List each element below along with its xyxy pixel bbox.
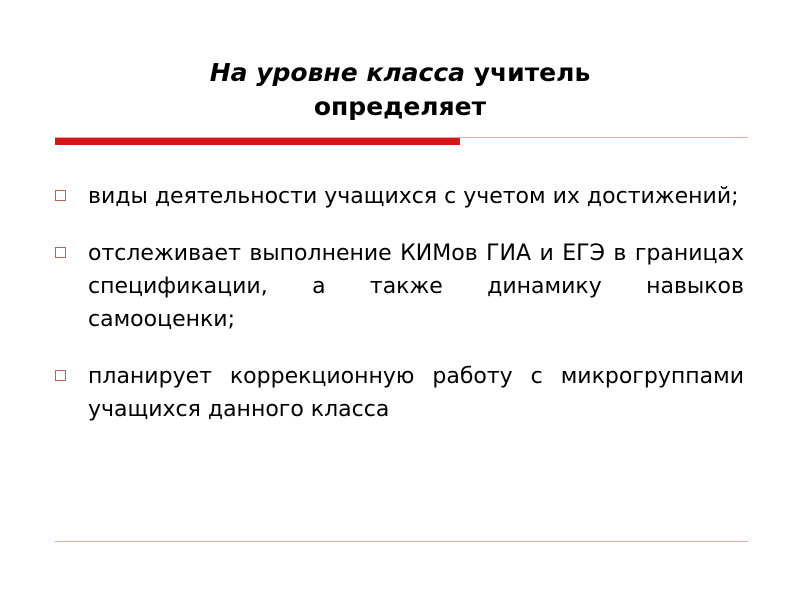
- list-item-text: виды деятельности учащихся с учетом их достижений;: [88, 184, 739, 209]
- list-item-text: отслеживает выполнение КИМов ГИА и ЕГЭ в границах спецификации, а также динамику навыков самооценки;: [88, 241, 744, 332]
- title-line-2: определяет: [313, 92, 487, 121]
- square-bullet-icon: [55, 190, 66, 201]
- list-item: [52, 360, 744, 426]
- square-bullet-icon: [55, 247, 66, 258]
- title-divider-accent: [55, 138, 460, 145]
- list-item-text: планирует коррекционную работу с микрогруппами учащихся данного класса: [88, 364, 744, 422]
- list-item: [52, 237, 744, 336]
- bullet-list: [52, 180, 744, 450]
- footer-divider: [55, 541, 748, 542]
- title-line-1: [100, 56, 700, 90]
- title-regular-part: учитель: [465, 58, 591, 87]
- square-bullet-icon: [55, 370, 66, 381]
- list-item: [52, 180, 744, 213]
- title-italic-part: На уровне класса: [209, 58, 466, 87]
- slide-title: [100, 56, 700, 124]
